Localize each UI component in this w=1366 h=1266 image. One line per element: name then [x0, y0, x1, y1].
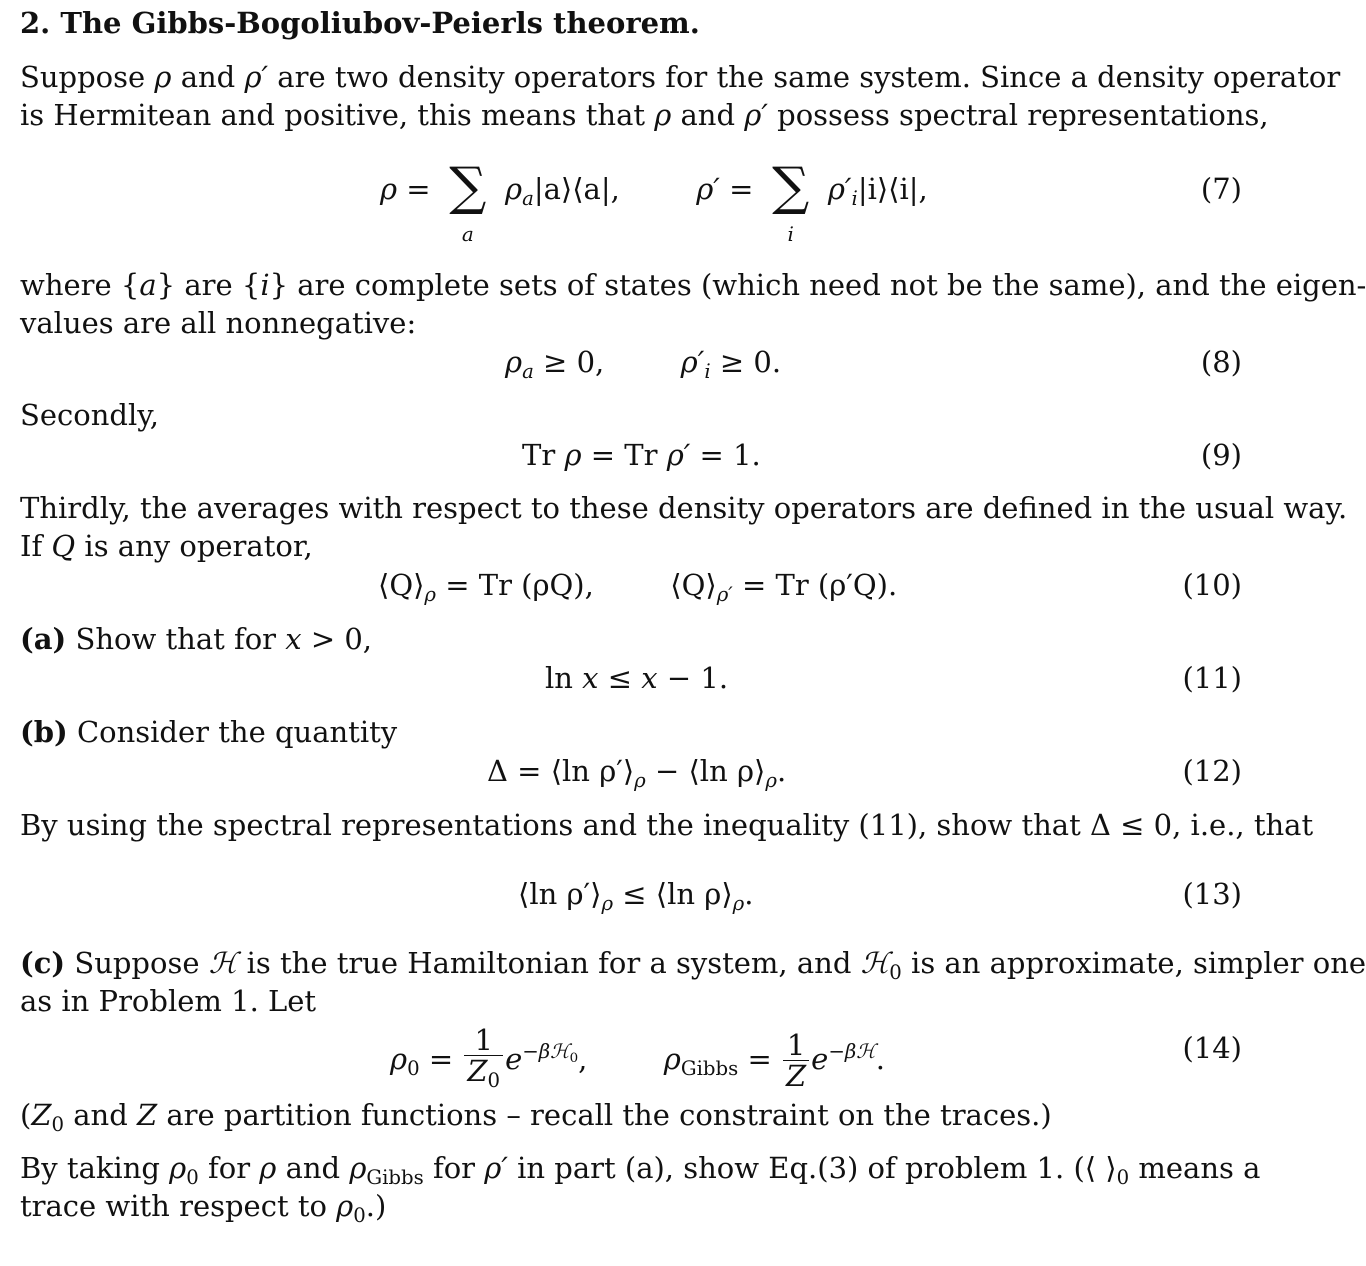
equation-8: $\rho_a \ge 0$, $\rho'_i \ge 0$. — [505, 345, 782, 383]
equation-number-14: (14) — [1182, 1031, 1242, 1065]
equation-number-10: (10) — [1182, 568, 1242, 602]
part-c-final-line-1: By taking $\rho_0$ for ρ and $\rho_{Gibbs}$ for ρ′ in part (a), show Eq.(3) of problem 1. (⟨ $⟩_0$ means a — [20, 1151, 1261, 1189]
section-heading: 2. The Gibbs-Bogoliubov-Peierls theorem. — [20, 6, 700, 40]
equation-number-13: (13) — [1182, 877, 1242, 911]
part-b-text: (b) Consider the quantity — [20, 715, 398, 749]
paragraph-intro-line-2: is Hermitean and positive, this means that ρ and ρ′ possess spectral representations, — [20, 98, 1269, 132]
equation-10: $⟨Q⟩_\rho = Tr$ (ρQ), $⟨Q⟩_{\rho'} = Tr$ (ρ′Q). — [378, 568, 898, 606]
sum-over-i: ∑ i — [772, 157, 810, 246]
equation-13: ⟨ln $\rho'⟩_\rho$ ≤ ⟨ln $\rho⟩_\rho$. — [518, 877, 754, 915]
sum-over-a: ∑ a — [449, 157, 487, 246]
equation-11: ln x ≤ x − 1. — [545, 661, 729, 695]
paragraph-thirdly-line-2: If Q is any operator, — [20, 529, 313, 563]
equation-number-9: (9) — [1200, 438, 1242, 472]
equation-12: Δ = ⟨ln $\rho'⟩_\rho$ − ⟨ln $\rho⟩_\rho$. — [487, 754, 787, 792]
part-b-label: (b) — [20, 715, 68, 749]
part-c-line-1: (c) Suppose ℋ is the true Hamiltonian for a system, and ℋ$_0$ is an approximate, simpler one — [20, 946, 1366, 984]
equation-number-8: (8) — [1200, 345, 1242, 379]
part-c-label: (c) — [20, 946, 66, 980]
fraction-one-over-z0: $\frac{1}{Z_0}$ — [464, 1025, 503, 1096]
equation-number-12: (12) — [1182, 754, 1242, 788]
equation-7: ρ = ∑ a $\rho_a|a⟩⟨a|$, ρ′ = ∑ i $\rho'_i|i⟩⟨i|$, — [380, 157, 928, 246]
part-c-final-line-2: trace with respect to $\rho_0$.) — [20, 1189, 387, 1227]
equation-number-11: (11) — [1182, 661, 1242, 695]
part-a-label: (a) — [20, 622, 67, 656]
paragraph-secondly: Secondly, — [20, 398, 159, 432]
part-c-line-2: as in Problem 1. Let — [20, 984, 317, 1018]
equation-number-7: (7) — [1200, 172, 1242, 206]
part-b-paragraph: By using the spectral representations and the inequality (11), show that Δ ≤ 0, i.e., that — [20, 808, 1314, 842]
part-a-text: (a) Show that for x > 0, — [20, 622, 373, 656]
part-c-note: ($Z_0$ and Z are partition functions – recall the constraint on the traces.) — [20, 1098, 1052, 1136]
paragraph-intro-line-1: Suppose ρ and ρ′ are two density operators for the same system. Since a density operator — [20, 60, 1341, 94]
paragraph-where-line-1: where {a} are {i} are complete sets of states (which need not be the same), and the eigen- — [20, 268, 1366, 302]
equation-14: $\rho_0$ = $\frac{1}{Z_0}$ $e^{-\beta ℋ_0}$, $\rho_{Gibbs}$ = $\frac{1}{Z}$ $e^{-\beta ℋ}$. — [390, 1012, 885, 1109]
equation-9: Tr ρ = Tr ρ′ = 1. — [522, 438, 761, 472]
paragraph-where-line-2: values are all nonnegative: — [20, 306, 417, 340]
paragraph-thirdly-line-1: Thirdly, the averages with respect to these density operators are defined in the usual way. — [20, 491, 1348, 525]
fraction-one-over-z: $\frac{1}{Z}$ — [783, 1030, 809, 1091]
